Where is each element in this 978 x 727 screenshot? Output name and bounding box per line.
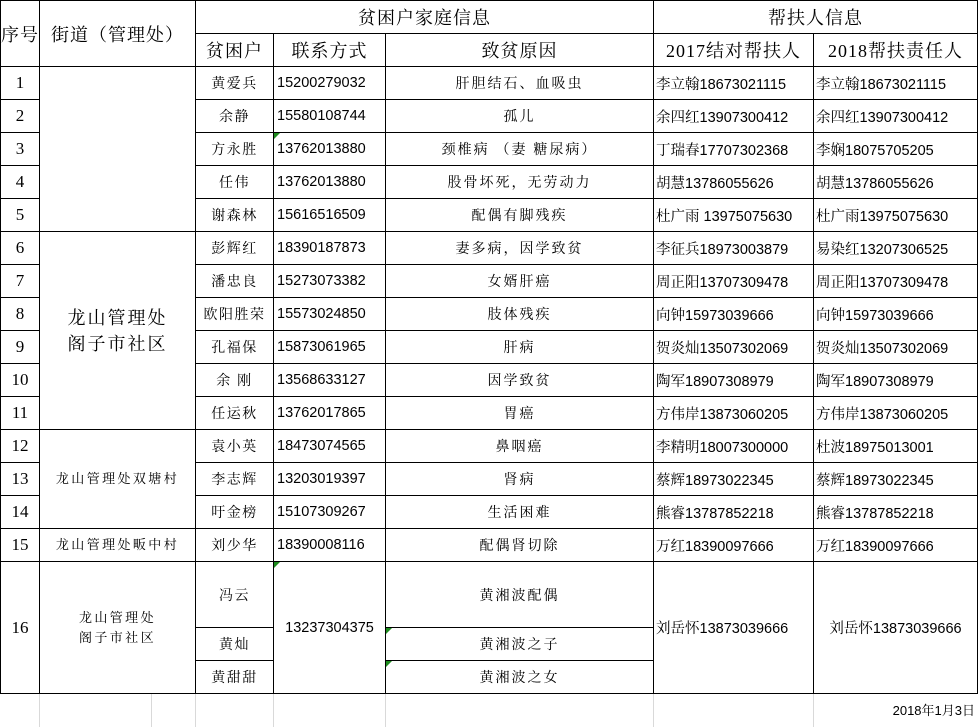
household-name-text: 余静	[219, 108, 250, 124]
phone-text: 13762013880	[277, 141, 366, 157]
seq-text: 1	[15, 73, 25, 92]
poverty-reason-cell	[386, 100, 654, 133]
helper-2018-text: 李立翰18673021115	[816, 76, 947, 93]
phone-text: 13237304375	[285, 619, 374, 636]
poverty-reason-text: 配偶肾切除	[479, 537, 560, 553]
seq-cell	[1, 364, 40, 397]
helper-2017-cell	[654, 232, 814, 265]
poverty-reason-text: 胃癌	[503, 405, 536, 421]
helper-2017-text: 李精明18007300000	[656, 439, 789, 456]
phone-text: 18390187873	[277, 240, 366, 256]
household-name-text: 李志辉	[211, 471, 258, 487]
poverty-reason-cell	[386, 628, 654, 661]
poverty-reason-text: 黄湘波配偶	[479, 586, 560, 603]
phone-cell	[274, 166, 386, 199]
street-name-line: 龙山管理处	[67, 307, 168, 328]
poverty-reason-cell	[386, 166, 654, 199]
household-name-cell	[196, 397, 274, 430]
helper-2017-cell	[654, 364, 814, 397]
helper-2018-cell	[814, 166, 978, 199]
helper-2018-cell	[814, 199, 978, 232]
seq-text: 11	[11, 403, 29, 422]
seq-cell	[1, 67, 40, 100]
poverty-reason-cell	[386, 133, 654, 166]
helper-2018-text: 方伟岸13873060205	[816, 406, 949, 423]
household-name-cell	[196, 232, 274, 265]
helper-2017-text: 杜广雨 13975075630	[656, 208, 793, 225]
household-name-text: 孔福保	[211, 339, 258, 355]
poverty-reason-cell	[386, 496, 654, 529]
helper-2018-text: 贺炎灿13507302069	[816, 340, 949, 357]
seq-cell	[1, 496, 40, 529]
seq-cell	[1, 298, 40, 331]
poverty-reason-text: 肾病	[503, 471, 536, 487]
street-name-line: 阁子市社区	[78, 629, 156, 645]
poverty-reason-text: 配偶有脚残疾	[471, 207, 568, 223]
helper-2018-text: 蔡辉18973022345	[816, 472, 934, 489]
poverty-reason-cell	[386, 232, 654, 265]
phone-text: 13203019397	[277, 471, 366, 487]
street-name	[68, 305, 168, 357]
helper-2017-cell	[654, 67, 814, 100]
poverty-reason-cell	[386, 397, 654, 430]
text-number-indicator-icon	[274, 562, 280, 568]
phone-cell	[274, 331, 386, 364]
helper-2017-text: 胡慧13786055626	[656, 175, 774, 192]
helper-2018-cell	[814, 430, 978, 463]
helper-2017-cell	[654, 166, 814, 199]
phone-cell	[274, 232, 386, 265]
poverty-reason-text: 因学致贫	[487, 372, 552, 388]
household-name-cell	[196, 331, 274, 364]
street-name-line: 阁子市社区	[67, 333, 168, 354]
street-header: 街道（管理处）	[40, 1, 196, 67]
street-name-line: 龙山管理处	[78, 609, 156, 625]
helper-2017-text: 贺炎灿13507302069	[656, 340, 789, 357]
household-name-cell	[196, 562, 274, 628]
poverty-reason-text: 鼻咽癌	[495, 438, 544, 454]
phone-text: 13568633127	[277, 372, 366, 388]
helper-2018-cell	[814, 364, 978, 397]
household-name-cell	[196, 67, 274, 100]
seq-text: 4	[15, 172, 25, 191]
phone-text: 18473074565	[277, 438, 366, 454]
sheet-gridline	[385, 694, 386, 727]
household-name-text: 黄爱兵	[211, 75, 258, 91]
helper-2018-text: 熊睿13787852218	[816, 505, 934, 522]
helper-2018-text: 万红18390097666	[816, 538, 934, 555]
seq-cell	[1, 463, 40, 496]
household-name-text: 袁小英	[211, 438, 258, 454]
street-name-line: 龙山管理处双塘村	[55, 471, 180, 486]
helper-2018-cell	[814, 232, 978, 265]
poverty-reason-cell	[386, 331, 654, 364]
helper-info-header: 帮扶人信息	[654, 1, 978, 34]
helper-2018-cell	[814, 133, 978, 166]
helper-2017-text: 万红18390097666	[656, 538, 774, 555]
phone-cell	[274, 463, 386, 496]
phone-cell	[274, 496, 386, 529]
household-name-cell	[196, 166, 274, 199]
household-name-cell	[196, 661, 274, 694]
helper-2017-cell	[654, 562, 814, 694]
household-name-cell	[196, 529, 274, 562]
helper-2017-cell	[654, 298, 814, 331]
helper-2017-cell	[654, 496, 814, 529]
helper-2018-text: 向钟15973039666	[816, 307, 934, 324]
poverty-reason-cell	[386, 199, 654, 232]
poverty-reason-cell	[386, 463, 654, 496]
helper-2018-cell	[814, 397, 978, 430]
poverty-reason-text: 肝胆结石、血吸虫	[455, 75, 584, 91]
helper-2017-cell	[654, 529, 814, 562]
household-name-text: 黄甜甜	[211, 669, 258, 685]
text-number-indicator-icon	[386, 628, 392, 634]
helper-2018-text: 周正阳13707309478	[816, 274, 949, 291]
poverty-reason-text: 黄湘波之女	[479, 669, 560, 685]
helper-2017-text: 蔡辉18973022345	[656, 472, 774, 489]
helper-2018-cell	[814, 265, 978, 298]
helper-2017-cell	[654, 199, 814, 232]
seq-text: 14	[11, 502, 29, 521]
seq-text: 7	[15, 271, 25, 290]
seq-text: 16	[11, 617, 29, 637]
sheet-gridline	[653, 694, 654, 727]
phone-cell	[274, 133, 386, 166]
seq-text: 13	[11, 469, 29, 488]
street-cell	[40, 67, 196, 232]
phone-cell	[274, 298, 386, 331]
helper-2017-cell	[654, 430, 814, 463]
household-name-text: 余 刚	[216, 372, 253, 388]
poverty-reason-cell	[386, 661, 654, 694]
poverty-reason-cell	[386, 562, 654, 628]
helper-2018-text: 易染红13207306525	[816, 241, 949, 258]
seq-cell	[1, 397, 40, 430]
street-name-line: 龙山管理处畈中村	[55, 537, 180, 552]
helper-2017-text: 余四红13907300412	[656, 109, 789, 126]
household-name-cell	[196, 265, 274, 298]
helper-2017-cell	[654, 133, 814, 166]
poverty-reason-cell	[386, 364, 654, 397]
sheet-gridline	[813, 694, 814, 727]
seq-text: 12	[11, 436, 29, 455]
seq-cell	[1, 166, 40, 199]
seq-cell	[1, 199, 40, 232]
helper-2017-cell	[654, 463, 814, 496]
household-name-cell	[196, 430, 274, 463]
seq-text: 15	[11, 535, 29, 554]
helper-2017-text: 方伟岸13873060205	[656, 406, 789, 423]
street-name	[56, 535, 179, 555]
phone-cell	[274, 199, 386, 232]
street-name	[79, 608, 156, 648]
sheet-gridline	[195, 694, 196, 727]
seq-cell	[1, 562, 40, 694]
poverty-reason-text: 妻多病，因学致贫	[455, 240, 584, 256]
poverty-reason-cell	[386, 265, 654, 298]
household-name-text: 任运秋	[211, 405, 258, 421]
seq-cell	[1, 100, 40, 133]
seq-cell	[1, 133, 40, 166]
seq-text: 9	[15, 337, 25, 356]
household-name-text: 谢森林	[211, 207, 258, 223]
helper-2017-cell	[654, 100, 814, 133]
helper-2018-cell	[814, 100, 978, 133]
seq-cell	[1, 430, 40, 463]
household-name-text: 吁金榜	[211, 504, 258, 520]
phone-text: 15573024850	[277, 306, 366, 322]
seq-header: 序号	[1, 1, 40, 67]
phone-text: 13762013880	[277, 174, 366, 190]
street-cell	[40, 430, 196, 529]
phone-cell	[274, 397, 386, 430]
helper-2018-header: 2018帮扶责任人	[814, 34, 978, 67]
seq-text: 5	[15, 205, 25, 224]
household-name-cell	[196, 496, 274, 529]
helper-2018-cell	[814, 298, 978, 331]
phone-cell	[274, 562, 386, 694]
helper-2017-cell	[654, 397, 814, 430]
street-cell	[40, 529, 196, 562]
helper-2018-cell	[814, 67, 978, 100]
poverty-reason-text: 黄湘波之子	[479, 636, 560, 652]
seq-cell	[1, 529, 40, 562]
poverty-reason-text: 肝病	[503, 339, 536, 355]
household-name-text: 冯云	[219, 586, 250, 603]
helper-2018-text: 余四红13907300412	[816, 109, 949, 126]
seq-text: 6	[15, 238, 25, 257]
helper-2018-text: 刘岳怀13873039666	[829, 621, 962, 637]
phone-text: 15580108744	[277, 108, 366, 124]
phone-text: 15107309267	[277, 504, 366, 520]
helper-2017-text: 熊睿13787852218	[656, 505, 774, 522]
household-name-cell	[196, 628, 274, 661]
helper-2018-cell	[814, 562, 978, 694]
household-name-text: 方永胜	[211, 141, 258, 157]
text-number-indicator-icon	[274, 133, 280, 139]
household-name-cell	[196, 133, 274, 166]
household-name-cell	[196, 298, 274, 331]
helper-2018-cell	[814, 496, 978, 529]
phone-text: 15616516509	[277, 207, 366, 223]
household-header: 贫困户	[196, 34, 274, 67]
family-info-header: 贫困户家庭信息	[196, 1, 654, 34]
poverty-reason-cell	[386, 430, 654, 463]
household-name-cell	[196, 199, 274, 232]
helper-2017-text: 向钟15973039666	[656, 307, 774, 324]
helper-2018-text: 李娴18075705205	[816, 142, 934, 159]
phone-text: 15200279032	[277, 75, 366, 91]
household-name-text: 黄灿	[219, 636, 250, 652]
seq-cell	[1, 331, 40, 364]
helper-2018-text: 胡慧13786055626	[816, 175, 934, 192]
household-name-text: 潘忠良	[211, 273, 258, 289]
poverty-reason-text: 颈椎病 （妻 糖尿病）	[441, 141, 598, 157]
phone-cell	[274, 430, 386, 463]
helper-2018-text: 杜波18975013001	[816, 439, 934, 456]
helper-2017-header: 2017结对帮扶人	[654, 34, 814, 67]
sheet-footer-row	[0, 694, 978, 727]
helper-2018-cell	[814, 529, 978, 562]
phone-cell	[274, 67, 386, 100]
household-name-text: 欧阳胜荣	[203, 306, 266, 322]
phone-cell	[274, 265, 386, 298]
helper-2018-text: 杜广雨13975075630	[816, 208, 949, 225]
helper-2017-text: 李立翰18673021115	[656, 76, 787, 93]
helper-2018-cell	[814, 331, 978, 364]
helper-2017-text: 刘岳怀13873039666	[656, 621, 789, 637]
poverty-reason-cell	[386, 529, 654, 562]
phone-text: 18390008116	[277, 537, 365, 553]
poverty-reason-text: 生活困难	[487, 504, 552, 520]
household-name-cell	[196, 463, 274, 496]
helper-2017-text: 周正阳13707309478	[656, 274, 789, 291]
seq-cell	[1, 265, 40, 298]
report-date: 2018年1月3日	[892, 703, 975, 718]
household-name-cell	[196, 100, 274, 133]
phone-cell	[274, 100, 386, 133]
household-name-text: 彭辉红	[211, 240, 258, 256]
phone-text: 15873061965	[277, 339, 366, 355]
street-name	[56, 469, 179, 489]
seq-cell	[1, 232, 40, 265]
helper-2017-text: 陶军18907308979	[656, 373, 774, 390]
phone-text: 13762017865	[277, 405, 366, 421]
helper-2018-cell	[814, 463, 978, 496]
poverty-reason-text: 股骨坏死，无劳动力	[447, 174, 592, 190]
poverty-reason-header: 致贫原因	[386, 34, 654, 67]
phone-cell	[274, 529, 386, 562]
helper-2017-cell	[654, 331, 814, 364]
seq-text: 10	[11, 370, 29, 389]
sheet-gridline	[151, 694, 152, 727]
helper-2017-text: 李征兵18973003879	[656, 241, 789, 258]
street-cell	[40, 232, 196, 430]
text-number-indicator-icon	[386, 661, 392, 667]
sheet-gridline	[39, 694, 40, 727]
seq-text: 3	[15, 139, 25, 158]
contact-header: 联系方式	[274, 34, 386, 67]
household-name-text: 刘少华	[211, 537, 258, 553]
household-name-text: 任伟	[219, 174, 250, 190]
poverty-reason-text: 肢体残疾	[487, 306, 552, 322]
household-name-cell	[196, 364, 274, 397]
helper-2018-text: 陶军18907308979	[816, 373, 934, 390]
helper-2017-text: 丁瑞春17707302368	[656, 142, 789, 159]
street-cell	[40, 562, 196, 694]
seq-text: 8	[15, 304, 25, 323]
sheet-gridline	[273, 694, 274, 727]
poverty-reason-cell	[386, 67, 654, 100]
phone-cell	[274, 364, 386, 397]
poverty-reason-text: 孤儿	[503, 108, 536, 124]
seq-text: 2	[15, 106, 25, 125]
phone-text: 15273073382	[277, 273, 366, 289]
helper-2017-cell	[654, 265, 814, 298]
poverty-reason-cell	[386, 298, 654, 331]
poverty-reason-text: 女婿肝癌	[487, 273, 552, 289]
